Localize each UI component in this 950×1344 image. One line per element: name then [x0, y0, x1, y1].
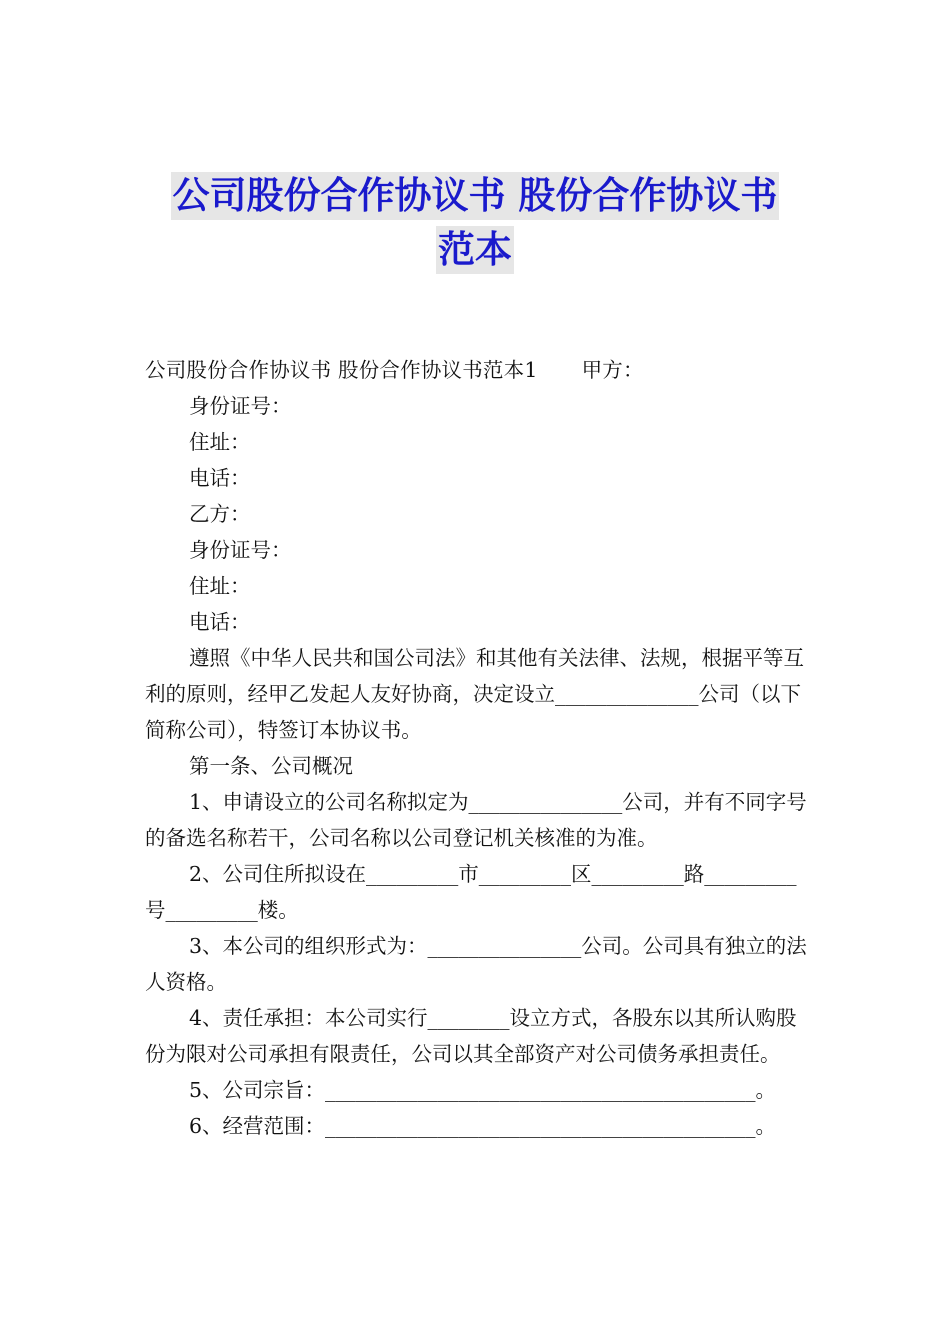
intro-text: 公司股份合作协议书 股份合作协议书范本1 — [145, 358, 538, 382]
article-1-heading: 第一条、公司概况 — [189, 754, 353, 778]
title-line-1: 公司股份合作协议书 股份合作协议书 — [171, 172, 780, 220]
title-line-2: 范本 — [436, 226, 514, 274]
clause-1: 1、申请设立的公司名称拟定为_______________公司，并有不同字号的备选名称若干，公司名称以公司登记机关核准的为准。 — [145, 790, 807, 850]
party-b-id-line: 身份证号： — [189, 538, 292, 562]
clause-3: 3、本公司的组织形式为：_______________公司。公司具有独立的法人资格。 — [145, 934, 807, 994]
clause-4: 4、责任承担：本公司实行________设立方式，各股东以其所认购股份为限对公司承担有限责任，公司以其全部资产对公司债务承担责任。 — [145, 1006, 797, 1066]
party-b-address-line: 住址： — [189, 574, 251, 598]
party-a-phone-line: 电话： — [189, 466, 251, 490]
party-a-label: 甲方： — [581, 358, 644, 382]
party-a-address-line: 住址： — [189, 430, 251, 454]
preamble-paragraph: 遵照《中华人民共和国公司法》和其他有关法律、法规，根据平等互利的原则，经甲乙发起人友好协商，决定设立______________公司（以下简称公司），特签订本协议书。 — [145, 646, 804, 742]
clause-2: 2、公司住所拟设在_________市_________区_________路_________号_________楼。 — [145, 862, 797, 922]
document-body — [145, 352, 810, 1144]
clause-6: 6、经营范围：__________________________________________。 — [189, 1114, 777, 1138]
party-b-phone-line: 电话： — [189, 610, 251, 634]
clause-5: 5、公司宗旨：__________________________________________。 — [189, 1078, 777, 1102]
document-title — [0, 172, 950, 280]
intro-line — [145, 352, 810, 388]
party-b-label: 乙方： — [189, 502, 251, 526]
party-a-id-line: 身份证号： — [189, 394, 292, 418]
